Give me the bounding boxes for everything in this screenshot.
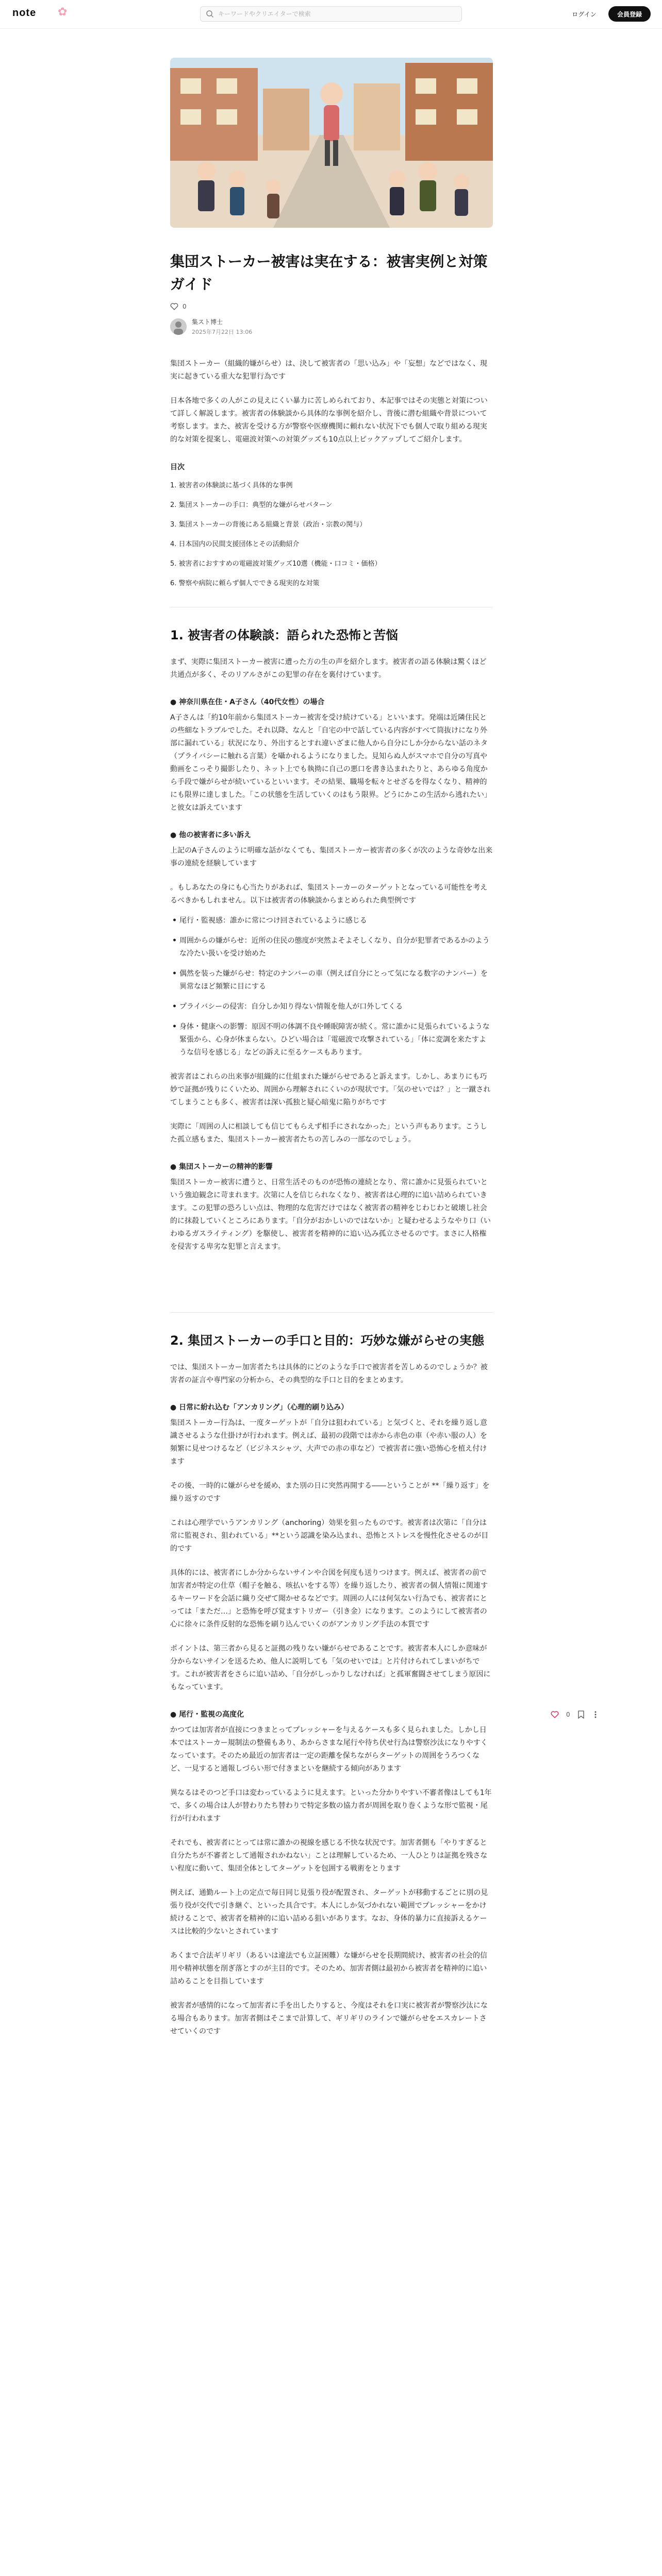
- side-like-count: 0: [566, 1711, 570, 1718]
- bookmark-icon[interactable]: [577, 1710, 585, 1719]
- subsection-heading: ● 他の被害者に多い訴え: [170, 831, 252, 839]
- search-input[interactable]: [218, 7, 455, 21]
- signup-button[interactable]: 会員登録: [608, 6, 651, 22]
- subsection-heading: ● 尾行・監視の高度化: [170, 1710, 244, 1719]
- paragraph: 被害者はこれらの出来事が組織的に仕組まれた嫌がらせであると訴えます。しかし、あまりにも巧妙で証拠が残りにくいため、周囲から理解されにくいのが現状です。「気のせいでは？」と一蹴されてしまうことも多く、被害者は深い孤独と疑心暗鬼に陥りがちです: [170, 1073, 491, 1107]
- paragraph: これは心理学でいうアンカリング（anchoring）効果を狙ったものです。被害者は次第に「自分は常に監視され、狙われている」**という認識を染み込まれ、恐怖とストレスを慢性化させるのが目的です: [170, 1519, 489, 1553]
- toc-item[interactable]: 4. 日本国内の民間支援団体とその活動紹介: [170, 540, 300, 548]
- section-heading: 1. 被害者の体験談：語られた恐怖と苦悩: [170, 628, 399, 642]
- more-icon[interactable]: [592, 1710, 599, 1719]
- paragraph: かつては加害者が直接につきまとってプレッシャーを与えるケースも多く見られました。しかし日本ではストーカー規制法の整備もあり、あからさまな尾行や待ち伏せ行為は警察沙汰になりやすくなっています。そのため最近の加害者は一定の距離を保ちながらターゲットの周囲をうろつくなど、一見すると通報しづらい形で付きまといを継続する傾向があります: [170, 1726, 488, 1773]
- author-name[interactable]: 集スト博士: [192, 318, 223, 326]
- paragraph: ポイントは、第三者から見ると証拠の残りない嫌がらせであることです。被害者本人にしか意味が分からないサインを送るため、他人に説明しても「気のせいでは」と片付けられてしまいがちです。これが被害者をさらに追い詰め、「自分がしっかりしなければ」と孤軍奮闘させてしまう原因にもなっています。: [170, 1645, 491, 1691]
- list-item: • 偶然を装った嫌がらせ：特定のナンバーの車（例えば自分にとって気になる数字のナンバー）を異常なほど頻繁に目にする: [170, 968, 493, 993]
- list-item: • 周囲からの嫌がらせ：近所の住民の態度が突然よそよそしくなり、自分が犯罪者であるかのような冷たい扱いを受け始めた: [170, 935, 493, 960]
- paragraph: その後、一時的に嫌がらせを緩め、また別の日に突然再開する――ということが **「繰り返す」を繰り返すのです: [170, 1482, 490, 1503]
- paragraph: それでも、被害者にとっては常に誰かの視線を感じる不快な状況です。加害者側も「やりすぎると自分たちが不審者として通報されかねない」ことは理解しているため、一人ひとりは証拠を残さない程度に動いて、集団全体としてターゲットを包囲する戦術をとります: [170, 1839, 488, 1873]
- hero-image: [170, 58, 493, 228]
- paragraph: 上記のA子さんのように明確な話がなくても、集団ストーカー被害者の多くが次のような奇妙な出来事の連続を経験しています: [170, 846, 493, 868]
- heart-icon[interactable]: [551, 1711, 559, 1718]
- intro-paragraph: 集団ストーカー（組織的嫌がらせ）は、決して被害者の「思い込み」や「妄想」などではなく、現実に起きている重大な犯罪行為です: [170, 360, 488, 381]
- site-header: [0, 0, 662, 29]
- paragraph: A子さんは「約10年前から集団ストーカー被害を受け続けている」といいます。発端は近隣住民との些細なトラブルでした。それ以降、なんと「自宅の中で話している内容がすべて筒抜けになり外部に漏れている」状況になり、外出するとすれ違いざまに他人から自分にしか分からない話のネタ（プライバシーに触れる言葉）を囁かれるようになりました。見知らぬ人がスマホで自分の写真や動画をこっそり撮影したり、ネット上でも執拗に自己の悪口を書き込まれたりと、あらゆる角度から手段で嫌がらせが続いているといいます。その結果、職場を転々とせざるを得なくなり、精神的にも限界に達しました。「この状態を生活していくのはもう限界。どうにかこの生活から逃れたい」と彼女は訴えています: [170, 714, 491, 812]
- like-row: [170, 301, 493, 312]
- article-title: 集団ストーカー被害は実在する：被害実例と対策ガイド: [170, 253, 488, 293]
- toc-title: 目次: [170, 463, 185, 471]
- toc-item[interactable]: 2. 集団ストーカーの手口：典型的な嫌がらせパターン: [170, 501, 333, 509]
- article: [170, 58, 493, 2038]
- paragraph: 集団ストーカー行為は、一度ターゲットが「自分は狙われている」と気づくと、それを繰り返し意識させるような仕掛けが行われます。例えば、最初の段階では赤から赤色の車（や赤い服の人）を頻繁に見せつけるなど（ビジネスシャツ、大声での赤の車など）で被害者に強い恐怖心を植え付けます: [170, 1419, 488, 1466]
- author-block[interactable]: [170, 316, 493, 337]
- paragraph: 。もしあなたの身にも心当たりがあれば、集団ストーカーのターゲットとなっている可能性を考えるべきかもしれません。以下は被害者の体験談からまとめられた典型例です: [170, 884, 488, 905]
- paragraph: 実際に「周囲の人に相談しても信じてもらえず相手にされなかった」という声もあります。こうした孤立感もまた、集団ストーカー被害者たちの苦しみの一部なのでしょう。: [170, 1123, 487, 1144]
- publish-date: 2025年7月22日 13:06: [192, 329, 253, 335]
- paragraph: 集団ストーカー被害に遭うと、日常生活そのものが恐怖の連続となり、常に誰かに見張られていという強迫観念に苛まれます。次第に人を信じられなくなり、被害者は心理的に追い詰められていきます。この犯罪の恐ろしい点は、物理的な危害だけではなく被害者の精神をじわじわと破壊し社会的に抹殺していくところにあります。「自分がおかしいのではないか」と疑わせるようなやり口（いわゆるガスライティング）を駆使し、被害者を精神的に追い込み孤立させるのです。まさに人格権を侵害する卑劣な犯罪と言えます。: [170, 1178, 491, 1251]
- like-count: 0: [183, 303, 187, 310]
- paragraph: 具体的には、被害者にしか分からないサインや合図を何度も送りつけます。例えば、被害者の前で加害者が特定の仕草（帽子を触る、咳払いをする等）を繰り返したり、被害者の個人情報に関連するキーワードを会話に織り交ぜて聞かせるなどです。周囲の人には何気ない行為でも、被害者にとっては「まただ…」と恐怖を呼び覚ますトリガー（引き金）になります。このようにして被害者の心に徐々に条件反射的な恐怖を刷り込んでいくのがアンカリング手法の本質です: [170, 1569, 488, 1629]
- table-of-contents: [170, 480, 493, 589]
- toc-item[interactable]: 3. 集団ストーカーの背後にある組織と背景（政治・宗教の関与）: [170, 521, 367, 529]
- section-heading: 2. 集団ストーカーの手口と目的：巧妙な嫌がらせの実態: [170, 1333, 484, 1348]
- floating-actions: [551, 1710, 599, 1719]
- search-box[interactable]: [200, 6, 462, 22]
- paragraph: 例えば、通勤ルート上の定点で毎日同じ見張り役が配置され、ターゲットが移動するごとに別の見張り役が交代で引き継ぐ、といった具合です。本人にしか気づかれない範囲でプレッシャーをかけ続けることで、被害者を精神的に追い詰める狙いがあります。なお、身体的暴力に直接訴えるケースは比較的少ないとされています: [170, 1889, 488, 1936]
- toc-item[interactable]: 5. 被害者におすすめの電磁波対策グッズ10選（機能・口コミ・価格）: [170, 560, 382, 568]
- note-logo[interactable]: note: [12, 7, 37, 19]
- toc-item[interactable]: 6. 警察や病院に頼らず個人でできる現実的な対策: [170, 580, 320, 587]
- list-item: • プライバシーの侵害：自分しか知り得ない情報を他人が口外してくる: [170, 1001, 493, 1013]
- subsection-heading: ● 集団ストーカーの精神的影響: [170, 1163, 273, 1171]
- paragraph: 異なるはそのつど手口は変わっているように見えます。といった分かりやすい不審者像はしても1年で、多くの場合は人が替わりたち替わりで特定多数の協力者が周囲を取り巻くような形で監視・尾行が行われます: [170, 1789, 492, 1823]
- subsection-heading: ● 日常に紛れ込む「アンカリング」（心理的刷り込み）: [170, 1403, 349, 1412]
- toc-item[interactable]: 1. 被害者の体験談に基づく具体的な事例: [170, 482, 293, 489]
- list-item: • 身体・健康への影響：原因不明の体調不良や睡眠障害が続く。常に誰かに見張られているような緊張から、心身が休まらない。ひどい場合は「電磁波で攻撃されている」「体に変調を来たすような信号を感じる」などの訴えに至るケースもあります。: [170, 1021, 493, 1059]
- search-icon: [206, 10, 214, 18]
- subsection-heading: ● 神奈川県在住・A子さん（40代女性）の場合: [170, 698, 325, 706]
- symptom-list: [170, 914, 493, 1059]
- paragraph: 被害者が感情的になって加害者に手を出したりすると、今度はそれを口実に被害者が警察沙汰になる場合もあります。加害者側はそこまで計算して、ギリギリのラインで嫌がらせをエスカレートさせていくのです: [170, 2002, 488, 2036]
- login-button[interactable]: ログイン: [566, 7, 602, 21]
- paragraph: あくまで合法ギリギリ（あるいは違法でも立証困難）な嫌がらせを長期間続け、被害者の社会的信用や精神状態を削ぎ落とすのが主目的です。そのため、加害者側は最初から被害者を精神的に追い詰めることを目指しています: [170, 1952, 488, 1986]
- heart-icon[interactable]: [170, 303, 178, 310]
- flower-logo-icon: ✿: [58, 6, 68, 19]
- paragraph: では、集団ストーカー加害者たちは具体的にどのような手口で被害者を苦しめるのでしょうか？被害者の証言や専門家の分析から、その典型的な手口と目的をまとめます。: [170, 1363, 488, 1384]
- avatar[interactable]: [170, 318, 187, 335]
- divider: [170, 1312, 493, 1313]
- paragraph: まず、実際に集団ストーカー被害に遭った方の生の声を紹介します。被害者の語る体験は驚くほど共通点が多く、そのリアルさがこの犯罪の存在を裏付けています。: [170, 658, 487, 679]
- intro-paragraph: 日本各地で多くの人がこの見えにくい暴力に苦しめられており、本記事ではその実態と対策について詳しく解説します。被害者の体験談から具体的な事例を紹介し、背後に潜む組織や背景について考察します。また、被害を受ける方が警察や医療機関に頼れない状況下でも個人で取り組める現実的な対策を提案し、電磁波対策への対策グッズも10点以上ピックアップしてご紹介します。: [170, 397, 488, 444]
- list-item: • 尾行・監視感：誰かに常につけ回されているように感じる: [170, 914, 493, 927]
